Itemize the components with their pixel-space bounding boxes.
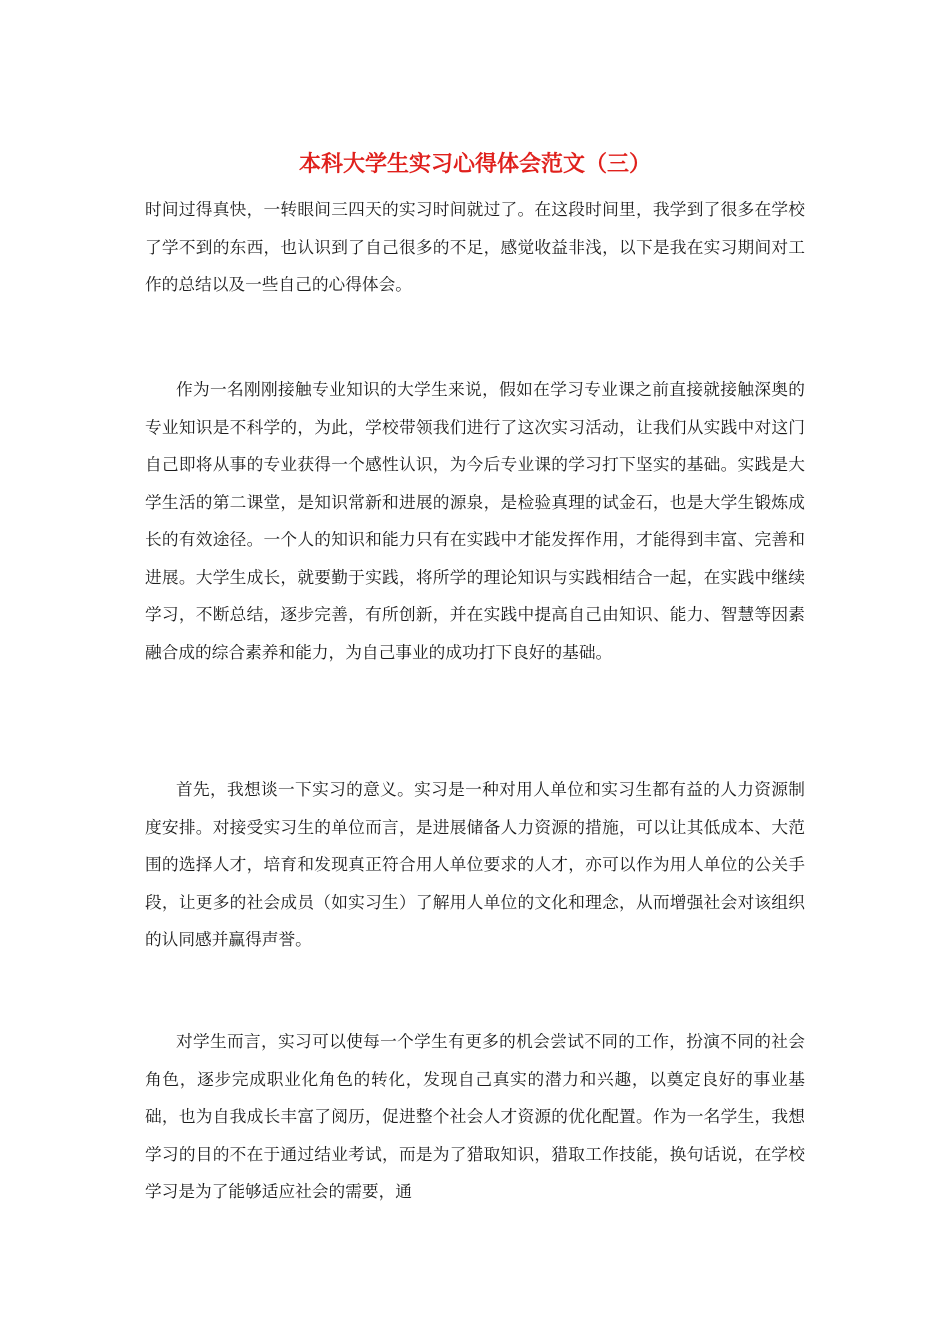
paragraph-students: 对学生而言，实习可以使每一个学生有更多的机会尝试不同的工作，扮演不同的社会角色，逐步完成职业化角色的转化，发现自己真实的潜力和兴趣，以奠定良好的事业基础，也为自我成长丰富了阅历，促进整个社会人才资源的优化配置。作为一名学生，我想学习的目的不在于通过结业考试，而是为了猎取知识，猎取工作技能，换句话说，在学校学习是为了能够适应社会的需要，通 [145,1031,805,1201]
paragraph-meaning: 首先，我想谈一下实习的意义。实习是一种对用人单位和实习生都有益的人力资源制度安排。对接受实习生的单位而言，是进展储备人力资源的措施，可以让其低成本、大范围的选择人才，培育和发现真正符合用人单位要求的人才，亦可以作为用人单位的公关手段，让更多的社会成员（如实习生）了解用人单位的文化和理念，从而增强社会对该组织的认同感并赢得声誉。 [145,779,805,949]
paragraph-intro: 时间过得真快，一转眼间三四天的实习时间就过了。在这段时间里，我学到了很多在学校了学不到的东西，也认识到了自己很多的不足，感觉收益非浅，以下是我在实习期间对工作的总结以及一些自己的心得体会。 [145,199,805,294]
document-title: 本科大学生实习心得体会范文（三） [298,152,651,177]
paragraph-practice: 作为一名刚刚接触专业知识的大学生来说，假如在学习专业课之前直接就接触深奥的专业知识是不科学的，为此，学校带领我们进行了这次实习活动，让我们从实践中对这门自己即将从事的专业获得一个感性认识，为今后专业课的学习打下坚实的基础。实践是大学生活的第二课堂，是知识常新和进展的源泉，是检验真理的试金石，也是大学生锻炼成长的有效途径。一个人的知识和能力只有在实践中才能发挥作用，才能得到丰富、完善和进展。大学生成长，就要勤于实践，将所学的理论知识与实践相结合一起，在实践中继续学习，不断总结，逐步完善，有所创新，并在实践中提高自己由知识、能力、智慧等因素融合成的综合素养和能力，为自己事业的成功打下良好的基础。 [145,379,805,662]
